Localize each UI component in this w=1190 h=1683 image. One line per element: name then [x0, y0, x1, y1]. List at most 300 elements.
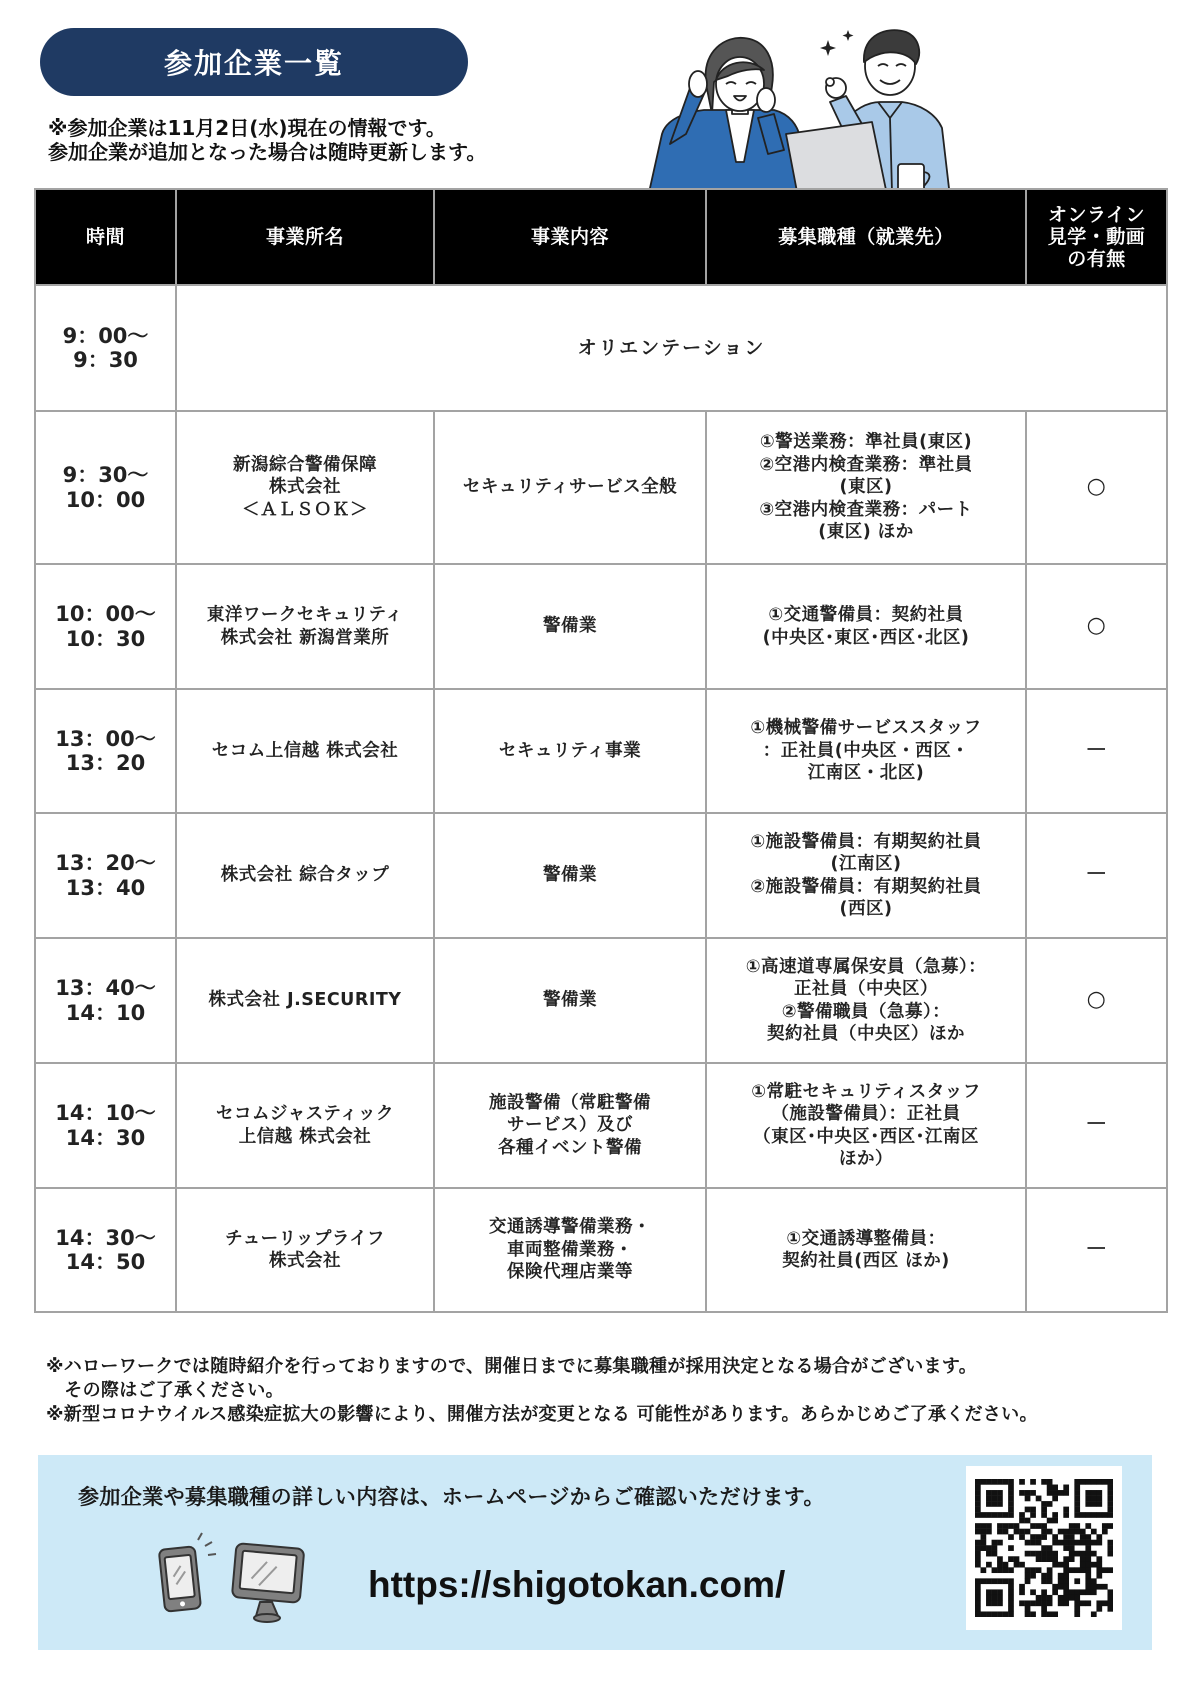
qr-module [1085, 1589, 1091, 1595]
business-line: サービス）及び [507, 1115, 633, 1136]
qr-module [1074, 1529, 1080, 1535]
businesswoman-illustration [648, 38, 806, 197]
time-start: 14：30～ [55, 1225, 156, 1250]
qr-module [1041, 1611, 1047, 1617]
company-cell [176, 689, 434, 813]
qr-module [1063, 1545, 1069, 1551]
qr-module [1102, 1523, 1108, 1529]
table-row [35, 1188, 1167, 1312]
qr-module [1003, 1567, 1009, 1573]
qr-module [1091, 1584, 1097, 1590]
qr-module [1047, 1567, 1053, 1573]
qr-module [1074, 1523, 1080, 1529]
qr-module [1091, 1589, 1097, 1595]
people-illustration [640, 22, 960, 197]
qr-module [1025, 1496, 1031, 1502]
qr-module [1107, 1540, 1113, 1546]
qr-module [1080, 1534, 1086, 1540]
qr-module [1058, 1578, 1064, 1584]
qr-module [1085, 1540, 1091, 1546]
qr-module [1107, 1479, 1113, 1485]
qr-module [1063, 1567, 1069, 1573]
qr-module [1063, 1485, 1069, 1491]
time-cell [35, 813, 176, 938]
qr-module [1041, 1534, 1047, 1540]
qr-module [1058, 1490, 1064, 1496]
qr-module [1091, 1479, 1097, 1485]
business-cell [434, 813, 706, 938]
time-start: 9：30～ [62, 463, 149, 487]
time-start: 13：00～ [55, 726, 156, 751]
qr-module [1030, 1567, 1036, 1573]
qr-module [1003, 1529, 1009, 1535]
online-availability-cell: ○ [1026, 564, 1167, 689]
qr-module [981, 1545, 987, 1551]
qr-module [975, 1595, 981, 1601]
business-line: セキュリティサービス全般 [462, 477, 678, 498]
qr-module [981, 1567, 987, 1573]
header-online-line: の有無 [1067, 248, 1126, 270]
qr-module [1107, 1496, 1113, 1502]
qr-module [1019, 1490, 1025, 1496]
qr-module [1008, 1534, 1014, 1540]
qr-module [1052, 1485, 1058, 1491]
qr-module [992, 1600, 998, 1606]
qr-module [1085, 1490, 1091, 1496]
qr-module [1003, 1611, 1009, 1617]
qr-module [1074, 1507, 1080, 1513]
business-cell [434, 564, 706, 689]
qr-module [1008, 1523, 1014, 1529]
qr-module [1008, 1595, 1014, 1601]
qr-module [1025, 1551, 1031, 1557]
qr-module [1074, 1611, 1080, 1617]
qr-module [1096, 1556, 1102, 1562]
qr-module [1063, 1512, 1069, 1518]
time-cell [35, 1063, 176, 1188]
qr-module [1085, 1479, 1091, 1485]
qr-module [986, 1501, 992, 1507]
qr-module [1063, 1584, 1069, 1590]
header-time: 時間 [35, 189, 176, 285]
qr-module [1085, 1567, 1091, 1573]
qr-module [1019, 1518, 1025, 1524]
qr-module [981, 1512, 987, 1518]
qr-module [1074, 1606, 1080, 1612]
qr-module [1041, 1512, 1047, 1518]
qr-module [1080, 1589, 1086, 1595]
qr-module [1080, 1551, 1086, 1557]
qr-module [1041, 1589, 1047, 1595]
time-cell [35, 411, 176, 564]
qr-module [1080, 1512, 1086, 1518]
qr-module [1036, 1551, 1042, 1557]
qr-module [1047, 1518, 1053, 1524]
qr-module [1052, 1490, 1058, 1496]
jobs-cell [706, 813, 1026, 938]
qr-module [975, 1479, 981, 1485]
qr-module [1008, 1584, 1014, 1590]
qr-module [975, 1584, 981, 1590]
qr-module [992, 1512, 998, 1518]
qr-module [981, 1479, 987, 1485]
qr-module [1008, 1556, 1014, 1562]
qr-module [1085, 1600, 1091, 1606]
company-line: チューリップライフ [225, 1228, 385, 1249]
qr-module [986, 1551, 992, 1557]
qr-module [1069, 1523, 1075, 1529]
time-end: 14：50 [65, 1250, 146, 1274]
qr-module [1019, 1512, 1025, 1518]
qr-module [1096, 1512, 1102, 1518]
qr-module [1069, 1534, 1075, 1540]
jobs-line: (東区) ほか [818, 522, 914, 543]
smartphone-icon [159, 1533, 216, 1612]
qr-module [992, 1551, 998, 1557]
qr-module [1003, 1562, 1009, 1568]
company-cell [176, 938, 434, 1063]
jobs-cell [706, 1063, 1026, 1188]
top-note-line: 参加企業が追加となった場合は随時更新します。 [48, 140, 487, 164]
company-line: 東洋ワークセキュリティ [206, 605, 404, 625]
qr-module [1030, 1611, 1036, 1617]
qr-module [1030, 1512, 1036, 1518]
qr-module [975, 1578, 981, 1584]
qr-module [1041, 1595, 1047, 1601]
qr-module [1096, 1501, 1102, 1507]
time-end: 10：30 [65, 626, 146, 651]
businessman-laptop-illustration [786, 30, 950, 197]
qr-module [1025, 1540, 1031, 1546]
qr-module [1096, 1567, 1102, 1573]
qr-module [1047, 1578, 1053, 1584]
business-line: 警備業 [543, 990, 597, 1011]
qr-module [986, 1545, 992, 1551]
qr-module [1008, 1545, 1014, 1551]
qr-module [1047, 1556, 1053, 1562]
qr-module [1008, 1600, 1014, 1606]
qr-module [1096, 1496, 1102, 1502]
qr-module [1030, 1507, 1036, 1513]
qr-module [1102, 1512, 1108, 1518]
qr-module [992, 1540, 998, 1546]
qr-module [1041, 1573, 1047, 1579]
qr-module [1074, 1551, 1080, 1557]
qr-module [1052, 1611, 1058, 1617]
qr-code-box [966, 1466, 1122, 1630]
qr-module [992, 1589, 998, 1595]
qr-module [975, 1540, 981, 1546]
qr-module [1019, 1529, 1025, 1535]
qr-module [997, 1611, 1003, 1617]
jobs-cell [706, 564, 1026, 689]
table-row [35, 938, 1167, 1063]
qr-module [1058, 1540, 1064, 1546]
qr-module [1063, 1490, 1069, 1496]
jobs-line: ①施設警備員：有期契約社員 [750, 831, 982, 852]
jobs-line: ①警送業務：準社員(東区) [759, 432, 973, 453]
qr-module [1008, 1567, 1014, 1573]
jobs-cell [706, 1188, 1026, 1312]
header-online-line: オンライン [1048, 204, 1145, 226]
qr-module [975, 1589, 981, 1595]
qr-module [1107, 1600, 1113, 1606]
jobs-line: (東区) [839, 477, 893, 498]
qr-module [1080, 1562, 1086, 1568]
jobs-line: ①交通誘導整備員： [786, 1228, 946, 1249]
qr-module [1019, 1562, 1025, 1568]
qr-module [1047, 1551, 1053, 1557]
jobs-line: （東区･中央区･西区･江南区 [753, 1126, 979, 1147]
qr-module [1025, 1578, 1031, 1584]
qr-module [997, 1479, 1003, 1485]
time-cell [35, 285, 176, 411]
qr-module [1107, 1567, 1113, 1573]
qr-module [997, 1589, 1003, 1595]
qr-module [1052, 1534, 1058, 1540]
company-cell [176, 411, 434, 564]
qr-module [1041, 1507, 1047, 1513]
qr-module [1107, 1507, 1113, 1513]
qr-module [981, 1529, 987, 1535]
time-cell [35, 689, 176, 813]
time-start: 13：40～ [55, 976, 156, 1000]
top-notes [48, 116, 486, 164]
qr-module [997, 1567, 1003, 1573]
qr-module [1074, 1479, 1080, 1485]
business-line: セキュリティ事業 [498, 740, 642, 761]
qr-module [1080, 1540, 1086, 1546]
jobs-line: 江南区・北区) [807, 763, 925, 784]
qr-module [1085, 1578, 1091, 1584]
qr-module [1107, 1512, 1113, 1518]
monitor-icon [232, 1543, 304, 1622]
qr-module [992, 1567, 998, 1573]
qr-module [1091, 1490, 1097, 1496]
qr-module [1096, 1534, 1102, 1540]
qr-module [1041, 1545, 1047, 1551]
qr-module [1047, 1479, 1053, 1485]
qr-module [997, 1600, 1003, 1606]
qr-module [1008, 1578, 1014, 1584]
qr-module [1052, 1512, 1058, 1518]
qr-module [1085, 1556, 1091, 1562]
qr-module [1069, 1567, 1075, 1573]
company-cell [176, 1063, 434, 1188]
business-line: 保険代理店業等 [507, 1262, 633, 1283]
qr-module [1008, 1606, 1014, 1612]
qr-module [1107, 1589, 1113, 1595]
qr-module [1014, 1556, 1020, 1562]
time-end: 14：30 [65, 1125, 146, 1150]
time-end: 13：20 [65, 751, 146, 775]
qr-module [1041, 1479, 1047, 1485]
devices-illustration [148, 1530, 348, 1630]
qr-module [975, 1501, 981, 1507]
qr-module [975, 1551, 981, 1557]
qr-module [1014, 1529, 1020, 1535]
qr-module [1074, 1600, 1080, 1606]
qr-module [1058, 1529, 1064, 1535]
online-availability-cell: － [1026, 1063, 1167, 1188]
qr-module [1074, 1595, 1080, 1601]
qr-module [1063, 1540, 1069, 1546]
qr-module [1063, 1578, 1069, 1584]
qr-module [1058, 1584, 1064, 1590]
qr-module [1025, 1507, 1031, 1513]
jobs-line: ③空港内検査業務：パート [759, 499, 973, 520]
qr-module [1041, 1551, 1047, 1557]
jobs-cell [706, 938, 1026, 1063]
qr-module [1096, 1606, 1102, 1612]
jobs-cell [706, 689, 1026, 813]
company-cell [176, 1188, 434, 1312]
qr-module [1052, 1496, 1058, 1502]
qr-module [1058, 1573, 1064, 1579]
qr-module [1025, 1529, 1031, 1535]
qr-module [981, 1534, 987, 1540]
qr-module [992, 1496, 998, 1502]
jobs-line: ①高速道専属保安員（急募）： [745, 956, 987, 977]
header-online-line: 見学・動画 [1047, 226, 1146, 248]
qr-module [1041, 1556, 1047, 1562]
qr-module [1091, 1551, 1097, 1557]
qr-module [975, 1490, 981, 1496]
qr-module [975, 1512, 981, 1518]
qr-module [1025, 1611, 1031, 1617]
business-cell [434, 689, 706, 813]
table-row [35, 564, 1167, 689]
qr-module [1091, 1562, 1097, 1568]
company-schedule-table [34, 188, 1168, 1313]
qr-module [1091, 1578, 1097, 1584]
qr-module [1047, 1485, 1053, 1491]
qr-module [1036, 1595, 1042, 1601]
qr-module [1052, 1518, 1058, 1524]
qr-module [1074, 1490, 1080, 1496]
bottom-notes [46, 1355, 1038, 1427]
qr-module [986, 1600, 992, 1606]
qr-module [986, 1562, 992, 1568]
qr-module [1063, 1529, 1069, 1535]
qr-module [1085, 1501, 1091, 1507]
qr-module [1003, 1512, 1009, 1518]
homepage-url: https://shigotokan.com/ [368, 1564, 786, 1605]
qr-module [975, 1600, 981, 1606]
qr-module [1030, 1573, 1036, 1579]
time-end: 14：10 [65, 1000, 146, 1025]
qr-module [1025, 1573, 1031, 1579]
qr-module [1030, 1600, 1036, 1606]
qr-module [1074, 1512, 1080, 1518]
qr-module [981, 1578, 987, 1584]
qr-module [1047, 1490, 1053, 1496]
qr-module [1041, 1578, 1047, 1584]
orientation-label: オリエンテーション [176, 285, 1167, 411]
qr-module [1014, 1562, 1020, 1568]
table-row [35, 813, 1167, 938]
qr-module [981, 1540, 987, 1546]
qr-module [1063, 1573, 1069, 1579]
qr-module [1052, 1562, 1058, 1568]
qr-module [1063, 1556, 1069, 1562]
time-start: 13：20～ [55, 851, 156, 875]
qr-module [1107, 1545, 1113, 1551]
qr-module [1041, 1529, 1047, 1535]
qr-module [986, 1529, 992, 1535]
qr-module [1069, 1589, 1075, 1595]
qr-module [1030, 1490, 1036, 1496]
qr-module [992, 1490, 998, 1496]
top-note-line: ※参加企業は11月2日(水)現在の情報です。 [48, 116, 446, 140]
qr-module [986, 1611, 992, 1617]
qr-module [1085, 1512, 1091, 1518]
header-online [1026, 189, 1167, 285]
qr-module [1036, 1556, 1042, 1562]
qr-module [1096, 1540, 1102, 1546]
jobs-line: 契約社員(西区 ほか) [782, 1251, 950, 1271]
qr-module [1008, 1490, 1014, 1496]
qr-module [992, 1479, 998, 1485]
qr-module [1052, 1584, 1058, 1590]
qr-module [1047, 1595, 1053, 1601]
qr-module [1069, 1595, 1075, 1601]
qr-module [1091, 1529, 1097, 1535]
business-line: 警備業 [543, 865, 597, 886]
qr-module [997, 1496, 1003, 1502]
company-line: セコムジャスティック [216, 1104, 394, 1124]
qr-module [1047, 1501, 1053, 1507]
qr-module [1025, 1600, 1031, 1606]
time-end: 9：30 [73, 348, 138, 372]
business-cell [434, 1063, 706, 1188]
qr-module [1085, 1562, 1091, 1568]
qr-module [1080, 1556, 1086, 1562]
qr-module [1008, 1512, 1014, 1518]
qr-module [1036, 1523, 1042, 1529]
table-row [35, 411, 1167, 564]
qr-module [1019, 1589, 1025, 1595]
time-cell [35, 938, 176, 1063]
jobs-line: ①機械警備サービススタッフ [750, 718, 982, 739]
qr-module [1030, 1540, 1036, 1546]
qr-module [997, 1556, 1003, 1562]
jobs-line: (中央区･東区･西区･北区) [762, 627, 970, 648]
qr-module [1063, 1507, 1069, 1513]
qr-module [997, 1529, 1003, 1535]
qr-module [1096, 1562, 1102, 1568]
qr-module [975, 1556, 981, 1562]
qr-module [975, 1496, 981, 1502]
qr-module [1058, 1562, 1064, 1568]
qr-module [1085, 1545, 1091, 1551]
qr-module [1096, 1573, 1102, 1579]
qr-module [1080, 1529, 1086, 1535]
time-start: 14：10～ [55, 1101, 156, 1125]
time-end: 10：00 [65, 487, 146, 512]
qr-module [1052, 1556, 1058, 1562]
qr-module [1074, 1485, 1080, 1491]
qr-module [1041, 1501, 1047, 1507]
qr-module [1008, 1479, 1014, 1485]
qr-module [1102, 1584, 1108, 1590]
qr-module [1003, 1523, 1009, 1529]
company-line: 株式会社 [269, 477, 341, 498]
qr-module [986, 1595, 992, 1601]
qr-module [1069, 1556, 1075, 1562]
info-text: 参加企業や募集職種の詳しい内容は、ホームページからご確認いただけます。 [78, 1485, 825, 1509]
qr-module [1019, 1534, 1025, 1540]
